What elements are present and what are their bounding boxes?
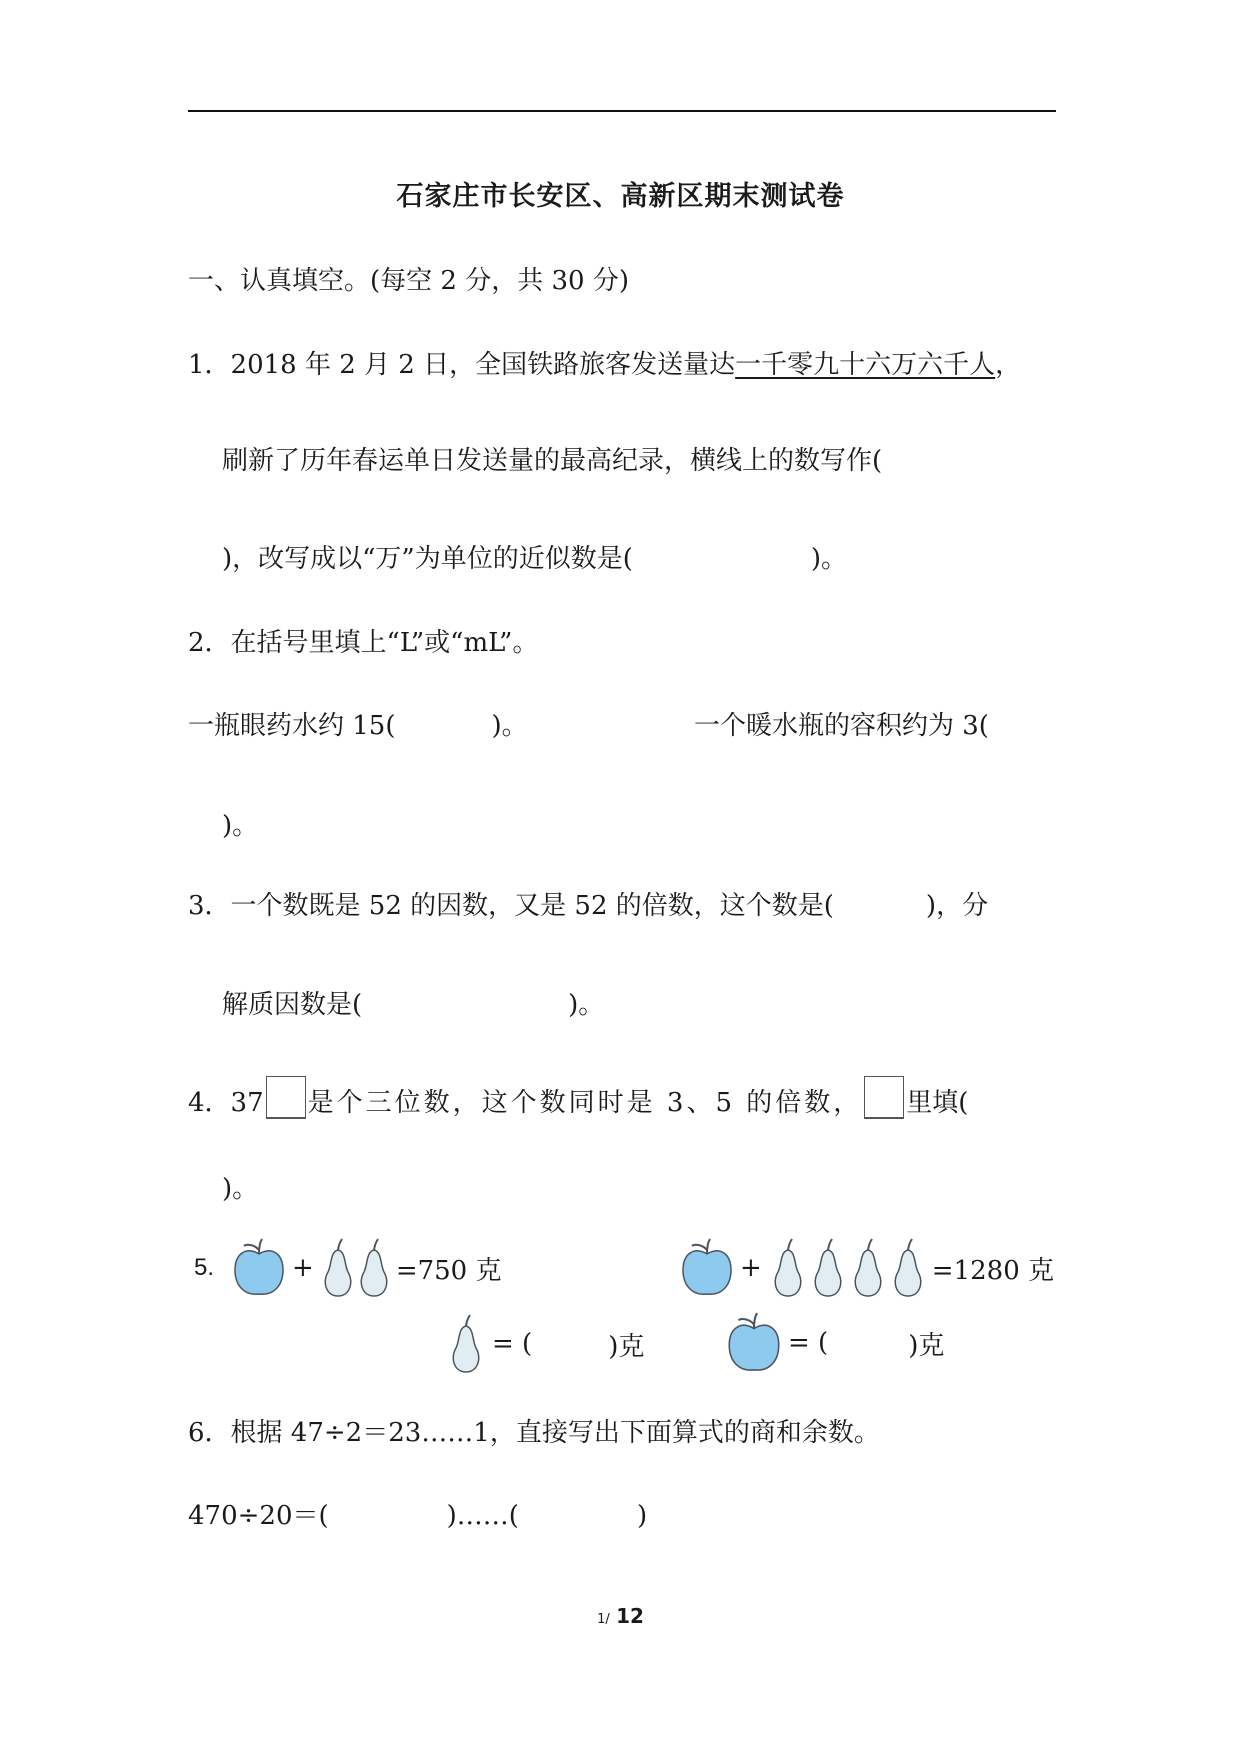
q2-item1-a: 一瓶眼药水约 15( [188,711,396,741]
q3-line1 [188,893,988,919]
q1-line3-a: )，改写成以“万”为单位的近似数是( [222,544,633,574]
q2-item1-b: )。 [491,711,528,741]
pear-icon [446,1312,486,1376]
q5-plus: + [740,1253,762,1283]
q4-text-c: 里填( [906,1088,969,1118]
q3-line1-b: )，分 [925,891,989,921]
q4-digit-box[interactable] [266,1076,306,1119]
apple-icon [680,1236,734,1300]
q5-plus: + [292,1253,314,1283]
section-heading: 一、认真填空。(每空 2 分，共 30 分) [188,266,629,296]
q1-line3-b: )。 [810,544,848,574]
q3-line2-a: 解质因数是( [222,990,363,1020]
pear-icon [888,1236,928,1300]
q6-expr-b: )……( [446,1501,519,1531]
q5-apple-answer [726,1310,944,1376]
q1-text-a: 1．2018 年 2 月 2 日，全国铁路旅客发送量达 [188,350,736,380]
q1-line1 [188,352,1021,378]
q3-line2-b: )。 [568,990,605,1020]
q1-underlined-number: 一千零九十六万六千人 [735,350,996,380]
header-rule [188,110,1056,112]
pear-icon [356,1236,392,1300]
q5-pear-open: = ( [492,1329,533,1359]
page-number [0,1604,1241,1628]
pear-icon [808,1236,848,1300]
page-total: 12 [616,1604,644,1628]
q2-item2-close: )。 [222,811,259,841]
q3-line2 [222,992,604,1018]
page-title: 石家庄市长安区、高新区期末测试卷 [396,181,845,212]
q5-eq1-value: =750 克 [395,1255,502,1286]
q5-pear-close: )克 [608,1331,645,1362]
q5-equation1 [194,1236,502,1300]
q4-digit-box-ref [864,1076,904,1119]
q5-equation2 [680,1236,1054,1300]
q6-line1: 6．根据 47÷2＝23……1，直接写出下面算式的商和余数。 [188,1418,880,1448]
q5-apple-close: )克 [908,1330,945,1361]
q5-eq2-value: =1280 克 [931,1255,1055,1286]
q1-line3 [222,546,847,572]
q6-expression [188,1503,647,1529]
q2-line1: 2．在括号里填上“L”或“mL”。 [188,628,539,658]
pear-icon [320,1236,356,1300]
q4-text-a: 4．37 [188,1088,264,1118]
q4-line1 [188,1076,968,1119]
pear-icon [768,1236,808,1300]
apple-icon [726,1310,782,1376]
q5-pear-answer [446,1312,644,1376]
q6-expr-a: 470÷20＝( [188,1501,329,1531]
q5-label: 5. [194,1254,215,1281]
q3-line1-a: 3．一个数既是 52 的因数，又是 52 的倍数，这个数是( [188,891,834,921]
pear-icon [848,1236,888,1300]
q1-line2: 刷新了历年春运单日发送量的最高纪录，横线上的数写作( [222,446,883,476]
page-current: 1/ [597,1612,610,1627]
q2-item1 [188,713,528,739]
q5-apple-open: = ( [788,1328,829,1358]
q2-item2: 一个暖水瓶的容积约为 3( [694,711,989,741]
q1-text-b: ， [995,350,1022,380]
q4-text-b: 是个三位数，这个数同时是 3、5 的倍数， [307,1088,863,1118]
q6-expr-c: ) [636,1501,648,1531]
apple-icon [232,1236,286,1300]
q4-close: )。 [222,1174,259,1204]
